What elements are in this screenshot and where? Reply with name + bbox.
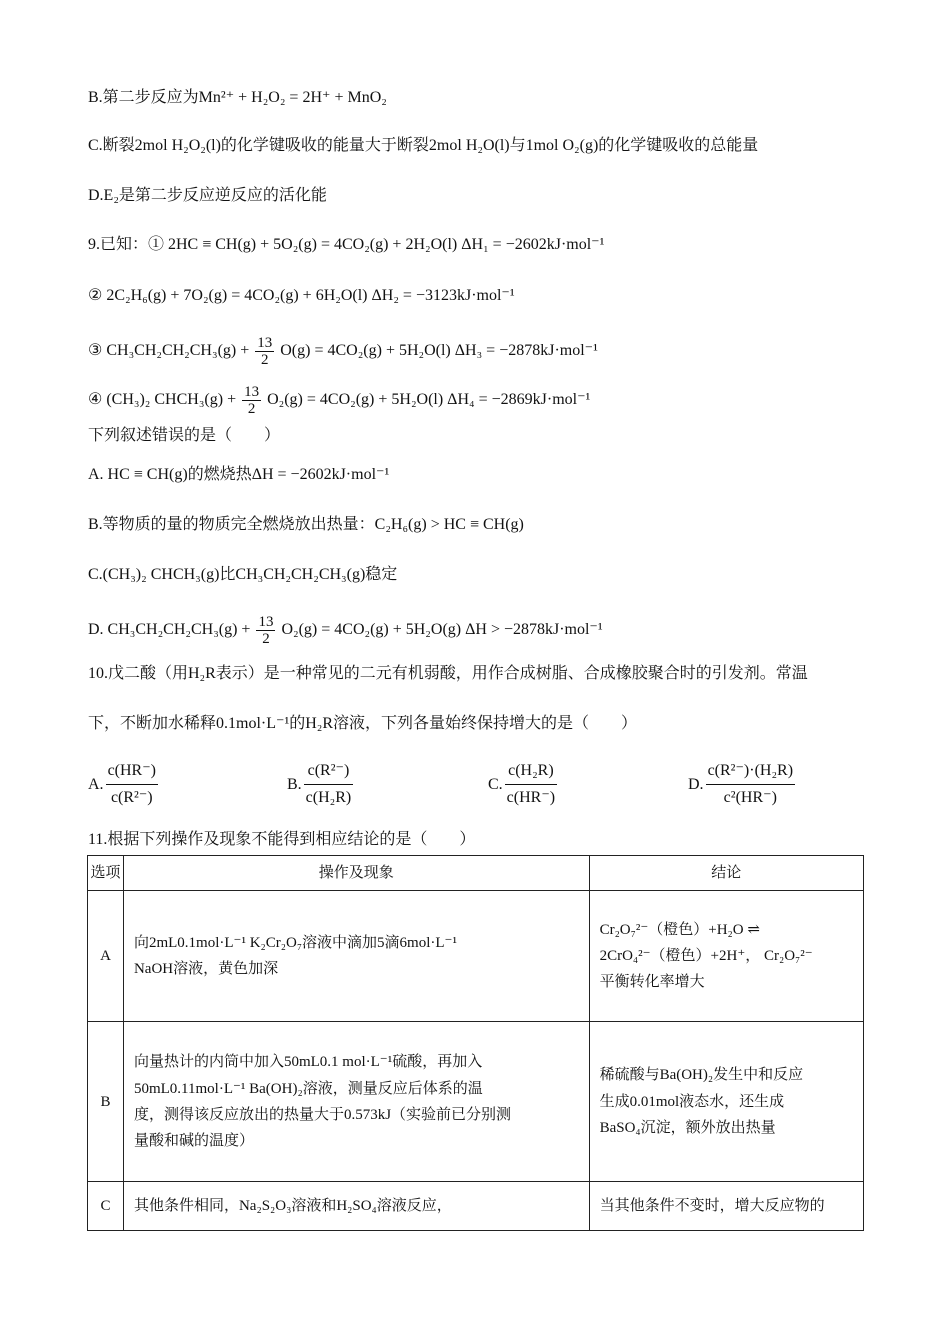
header-operation: 操作及现象 xyxy=(123,856,589,891)
q9-d-left: D. CH₃CH₂CH₂CH₃(g) + xyxy=(88,621,251,639)
text-line: Cr₂O₇²⁻（橙色）+H₂O ⇌ xyxy=(599,921,760,938)
q10-option-d xyxy=(688,758,797,811)
fraction-denominator: c(R²⁻) xyxy=(106,784,158,811)
text-line: 当其他条件不变时，增大反应物的 xyxy=(599,1198,825,1215)
q9-option-d xyxy=(88,614,603,647)
q10-option-c xyxy=(488,758,559,811)
q9-reaction-2: ② 2C₂H₆(g) + 7O₂(g) = 4CO₂(g) + 6H₂O(l) ΔH₂ = −3123kJ·mol⁻¹ xyxy=(88,287,515,304)
q10-stem-line-2: 下，不断加水稀释0.1mol·L⁻¹的H₂R溶液，下列各量始终保持增大的是（ ） xyxy=(88,715,638,732)
text-line: 平衡转化率增大 xyxy=(599,974,705,991)
text-line: 生成0.01mol液态水，还生成 xyxy=(599,1093,785,1110)
q9-prompt: 下列叙述错误的是（ ） xyxy=(88,427,281,444)
fraction-13-2 xyxy=(255,335,274,368)
header-option: 选项 xyxy=(88,856,124,891)
text-line: 2CrO₄²⁻（橙色）+2H⁺， Cr₂O₇²⁻ xyxy=(599,948,813,965)
q8-option-c: C.断裂2mol H₂O₂(l)的化学键吸收的能量大于断裂2mol H₂O(l)与1mol O₂(g)的化学键吸收的总能量 xyxy=(88,137,759,154)
row-operation xyxy=(123,1182,589,1231)
table-row xyxy=(88,1182,864,1231)
q9-d-right: O₂(g) = 4CO₂(g) + 5H₂O(g) ΔH > −2878kJ·mol⁻¹ xyxy=(281,621,603,639)
q9-r4-left: ④ (CH₃)₂ CHCH₃(g) + xyxy=(88,391,237,409)
fraction-numerator: c(R²⁻) xyxy=(307,762,350,779)
row-conclusion xyxy=(589,891,863,1022)
q11-title: 11.根据下列操作及现象不能得到相应结论的是（ ） xyxy=(88,831,476,848)
fraction-numerator: 13 xyxy=(258,614,274,630)
text-line: 稀硫酸与Ba(OH)₂发生中和反应 xyxy=(599,1067,804,1084)
q8-option-b: B.第二步反应为Mn²⁺ + H₂O₂ = 2H⁺ + MnO₂ xyxy=(88,89,387,106)
table-row xyxy=(88,891,864,1022)
header-conclusion: 结论 xyxy=(589,856,863,891)
q9-reaction-3 xyxy=(88,335,598,368)
option-fraction xyxy=(106,758,158,811)
q9-r3-right: O(g) = 4CO₂(g) + 5H₂O(l) ΔH₃ = −2878kJ·mol⁻¹ xyxy=(280,342,598,360)
q8-option-d: D.E₂是第二步反应逆反应的活化能 xyxy=(88,187,327,204)
text-line: 向量热计的内筒中加入50mL0.1 mol·L⁻¹硫酸，再加入 xyxy=(133,1054,483,1071)
q9-option-a: A. HC ≡ CH(g)的燃烧热ΔH = −2602kJ·mol⁻¹ xyxy=(88,466,390,483)
q9-r4-right: O₂(g) = 4CO₂(g) + 5H₂O(l) ΔH₄ = −2869kJ·mol⁻¹ xyxy=(267,391,591,409)
table-row xyxy=(88,1022,864,1182)
fraction-numerator: c(H₂R) xyxy=(508,762,554,779)
row-conclusion xyxy=(589,1022,863,1182)
option-label: A. xyxy=(88,775,104,793)
option-fraction xyxy=(706,758,795,811)
fraction-denominator: 2 xyxy=(242,400,261,417)
table-header-row xyxy=(88,856,864,891)
row-option: C xyxy=(88,1182,124,1231)
row-option: A xyxy=(88,891,124,1022)
row-conclusion xyxy=(589,1182,863,1231)
text-line: NaOH溶液，黄色加深 xyxy=(133,961,279,978)
q10-option-b xyxy=(287,758,355,811)
option-fraction xyxy=(304,758,354,811)
row-operation xyxy=(123,891,589,1022)
text-line: BaSO₄沉淀，额外放出热量 xyxy=(599,1119,776,1136)
q9-reaction-1: 9.已知：① 2HC ≡ CH(g) + 5O₂(g) = 4CO₂(g) + 2H₂O(l) ΔH₁ = −2602kJ·mol⁻¹ xyxy=(88,236,605,253)
fraction-denominator: c²(HR⁻) xyxy=(706,784,795,811)
q9-option-b: B.等物质的量的物质完全燃烧放出热量：C₂H₆(g) > HC ≡ CH(g) xyxy=(88,516,524,533)
row-option: B xyxy=(88,1022,124,1182)
fraction-denominator: c(H₂R) xyxy=(304,784,354,811)
fraction-numerator: 13 xyxy=(244,384,260,400)
fraction-denominator: c(HR⁻) xyxy=(505,784,557,811)
option-label: B. xyxy=(287,775,302,793)
q9-r3-left: ③ CH₃CH₂CH₂CH₃(g) + xyxy=(88,342,250,360)
text-line: 其他条件相同，Na₂S₂O₃溶液和H₂SO₄溶液反应， xyxy=(133,1198,452,1215)
text-line: 量酸和碱的温度） xyxy=(133,1133,254,1149)
fraction-denominator: 2 xyxy=(255,351,274,368)
option-label: C. xyxy=(488,775,503,793)
fraction-numerator: c(R²⁻)·(H₂R) xyxy=(707,762,794,779)
option-fraction xyxy=(505,758,557,811)
text-line: 50mL0.11mol·L⁻¹ Ba(OH)₂溶液，测量反应后体系的温 xyxy=(133,1080,483,1097)
fraction-numerator: 13 xyxy=(257,335,273,351)
q10-option-a xyxy=(88,758,160,811)
q10-stem-line-1: 10.戊二酸（用H₂R表示）是一种常见的二元有机弱酸，用作合成树脂、合成橡胶聚合时的引发剂。常温 xyxy=(88,665,808,682)
row-operation xyxy=(123,1022,589,1182)
fraction-13-2 xyxy=(256,614,275,647)
q11-table xyxy=(87,855,864,1231)
option-label: D. xyxy=(688,775,704,793)
text-line: 向2mL0.1mol·L⁻¹ K₂Cr₂O₇溶液中滴加5滴6mol·L⁻¹ xyxy=(133,935,457,951)
fraction-numerator: c(HR⁻) xyxy=(107,762,156,779)
fraction-13-2 xyxy=(242,384,261,417)
q9-option-c: C.(CH₃)₂ CHCH₃(g)比CH₃CH₂CH₂CH₃(g)稳定 xyxy=(88,566,398,583)
fraction-denominator: 2 xyxy=(256,630,275,647)
q9-reaction-4 xyxy=(88,384,590,417)
text-line: 度，测得该反应放出的热量大于0.573kJ（实验前已分别测 xyxy=(133,1106,512,1123)
